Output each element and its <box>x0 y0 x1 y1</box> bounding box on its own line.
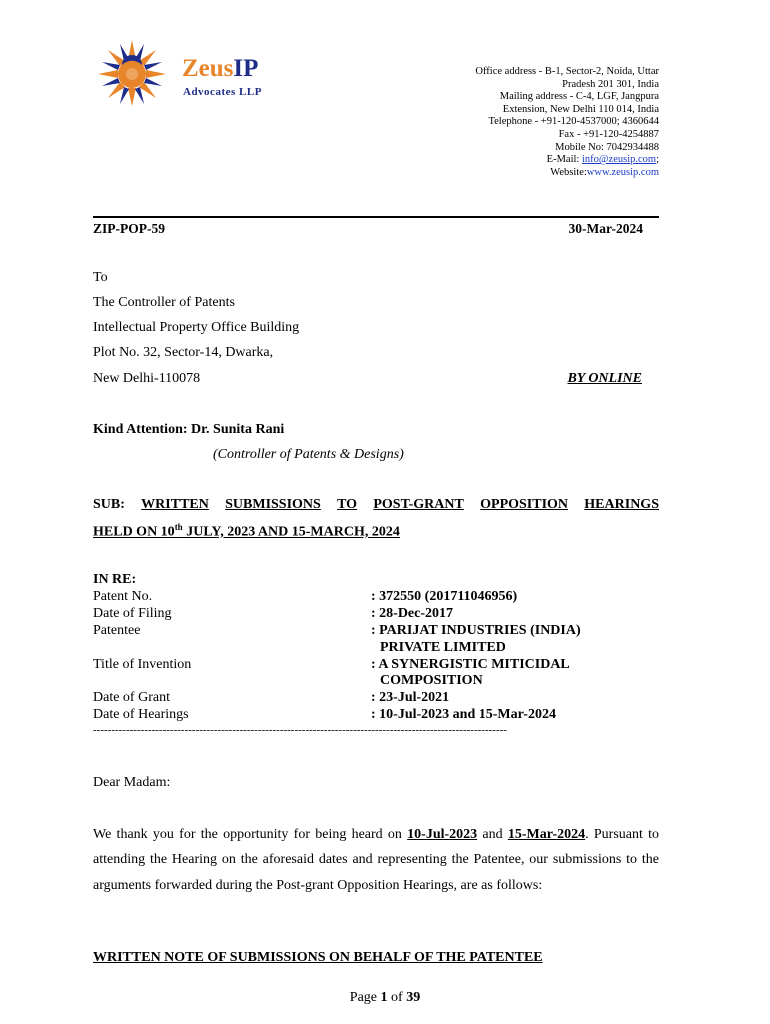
in-re-value: : 10-Jul-2023 and 15-Mar-2024 <box>371 707 556 722</box>
office-address-line: Telephone - +91-120-4537000; 4360644 <box>488 116 659 128</box>
in-re-label: Patentee <box>93 623 141 638</box>
in-re-value: : PARIJAT INDUSTRIES (INDIA) <box>371 623 581 638</box>
reference-number: ZIP-POP-59 <box>93 221 165 236</box>
recipient-line: The Controller of Patents <box>93 295 235 310</box>
dashed-separator: ----------------------------------------------------------------------------------------------------------------- <box>93 724 507 736</box>
brand-subtitle: Advocates LLP <box>183 86 262 98</box>
letter-date: 30-Mar-2024 <box>568 221 643 236</box>
para-text: We thank you for the opportunity for being heard on <box>93 827 408 842</box>
attention-designation: (Controller of Patents & Designs) <box>213 447 404 462</box>
subject-word: HEARINGS <box>584 497 659 512</box>
hearing-date-2: 15-Mar-2024 <box>507 827 586 842</box>
in-re-label: Date of Hearings <box>93 707 189 722</box>
brand-name-ip: IP <box>233 55 259 82</box>
office-address-line: Office address - B-1, Sector-2, Noida, Uttar <box>475 66 659 77</box>
zeusip-logo <box>92 36 172 106</box>
page-label: Page <box>349 990 381 1005</box>
in-re-label: Date of Filing <box>93 606 172 621</box>
email-link[interactable]: info@zeusip.com <box>581 154 657 166</box>
page-total: 39 <box>406 990 421 1005</box>
subject-label: SUB: <box>93 497 125 512</box>
recipient-line: New Delhi-110078 <box>93 371 201 386</box>
recipient-to: To <box>93 270 108 285</box>
kind-attention: Kind Attention: Dr. Sunita Rani <box>93 422 285 437</box>
subject-word: TO <box>337 497 358 512</box>
in-re-value: : 23-Jul-2021 <box>371 690 450 705</box>
subject-word: POST-GRANT <box>373 497 464 512</box>
in-re-heading: IN RE: <box>93 572 137 587</box>
brand-name-zeus: Zeus <box>182 55 234 82</box>
in-re-label: Title of Invention <box>93 657 192 672</box>
in-re-value: : 28-Dec-2017 <box>371 606 454 621</box>
office-address-line: Pradesh 201 301, India <box>562 78 659 90</box>
in-re-label: Date of Grant <box>93 690 170 705</box>
sun-logo-icon <box>92 36 172 106</box>
in-re-value: : 372550 (201711046956) <box>371 589 518 604</box>
recipient-line: Intellectual Property Office Building <box>93 320 300 335</box>
subject-line-2-b: JULY, 2023 AND 15-MARCH, 2024 <box>182 524 400 540</box>
in-re-value-cont: COMPOSITION <box>380 673 483 688</box>
subject-word: SUBMISSIONS <box>225 497 321 512</box>
brand-name <box>182 56 258 81</box>
website-line <box>329 167 659 180</box>
in-re-label: Patent No. <box>93 589 153 604</box>
page-of: of <box>387 990 407 1005</box>
email-line <box>329 154 659 167</box>
hearing-date-1: 10-Jul-2023 <box>407 827 478 842</box>
page-number <box>0 990 770 1006</box>
subject-line-2-a: HELD ON 10 <box>93 524 175 540</box>
section-heading: WRITTEN NOTE OF SUBMISSIONS ON BEHALF OF THE PATENTEE <box>93 950 543 965</box>
website-link[interactable]: www.zeusip.com <box>586 166 659 178</box>
office-address-line: Fax - +91-120-4254887 <box>558 128 659 140</box>
office-address-block <box>329 66 659 179</box>
salutation: Dear Madam: <box>93 775 171 790</box>
in-re-value-cont: PRIVATE LIMITED <box>380 640 506 655</box>
page-current: 1 <box>380 990 388 1005</box>
para-text: and <box>477 827 508 842</box>
subject-superscript: th <box>174 522 183 532</box>
para-text: . Pursuant to attending the Hearing on the aforesaid dates and representing the Patentee, our submissions to the arguments forwarded during the Post-grant Opposition Hearings, are as follows: <box>93 827 660 893</box>
office-address-line: Mailing address - C-4, LGF, Jangpura <box>499 91 659 103</box>
office-address-line: Mobile No: 7042934488 <box>555 141 659 153</box>
website-label: Website: <box>550 166 587 178</box>
subject-word: WRITTEN <box>141 497 209 512</box>
office-address-line: Extension, New Delhi 110 014, India <box>502 103 659 115</box>
email-label: E-Mail: <box>546 154 582 166</box>
header-divider <box>93 216 659 218</box>
email-suffix: ; <box>656 154 659 166</box>
subject-line-2 <box>93 522 400 541</box>
body-paragraph <box>93 822 659 898</box>
subject-word: OPPOSITION <box>480 497 569 512</box>
in-re-value: : A SYNERGISTIC MITICIDAL <box>371 657 570 672</box>
subject-line-1 <box>93 497 659 513</box>
recipient-line: Plot No. 32, Sector-14, Dwarka, <box>93 345 274 360</box>
by-online-label: BY ONLINE <box>567 371 642 386</box>
